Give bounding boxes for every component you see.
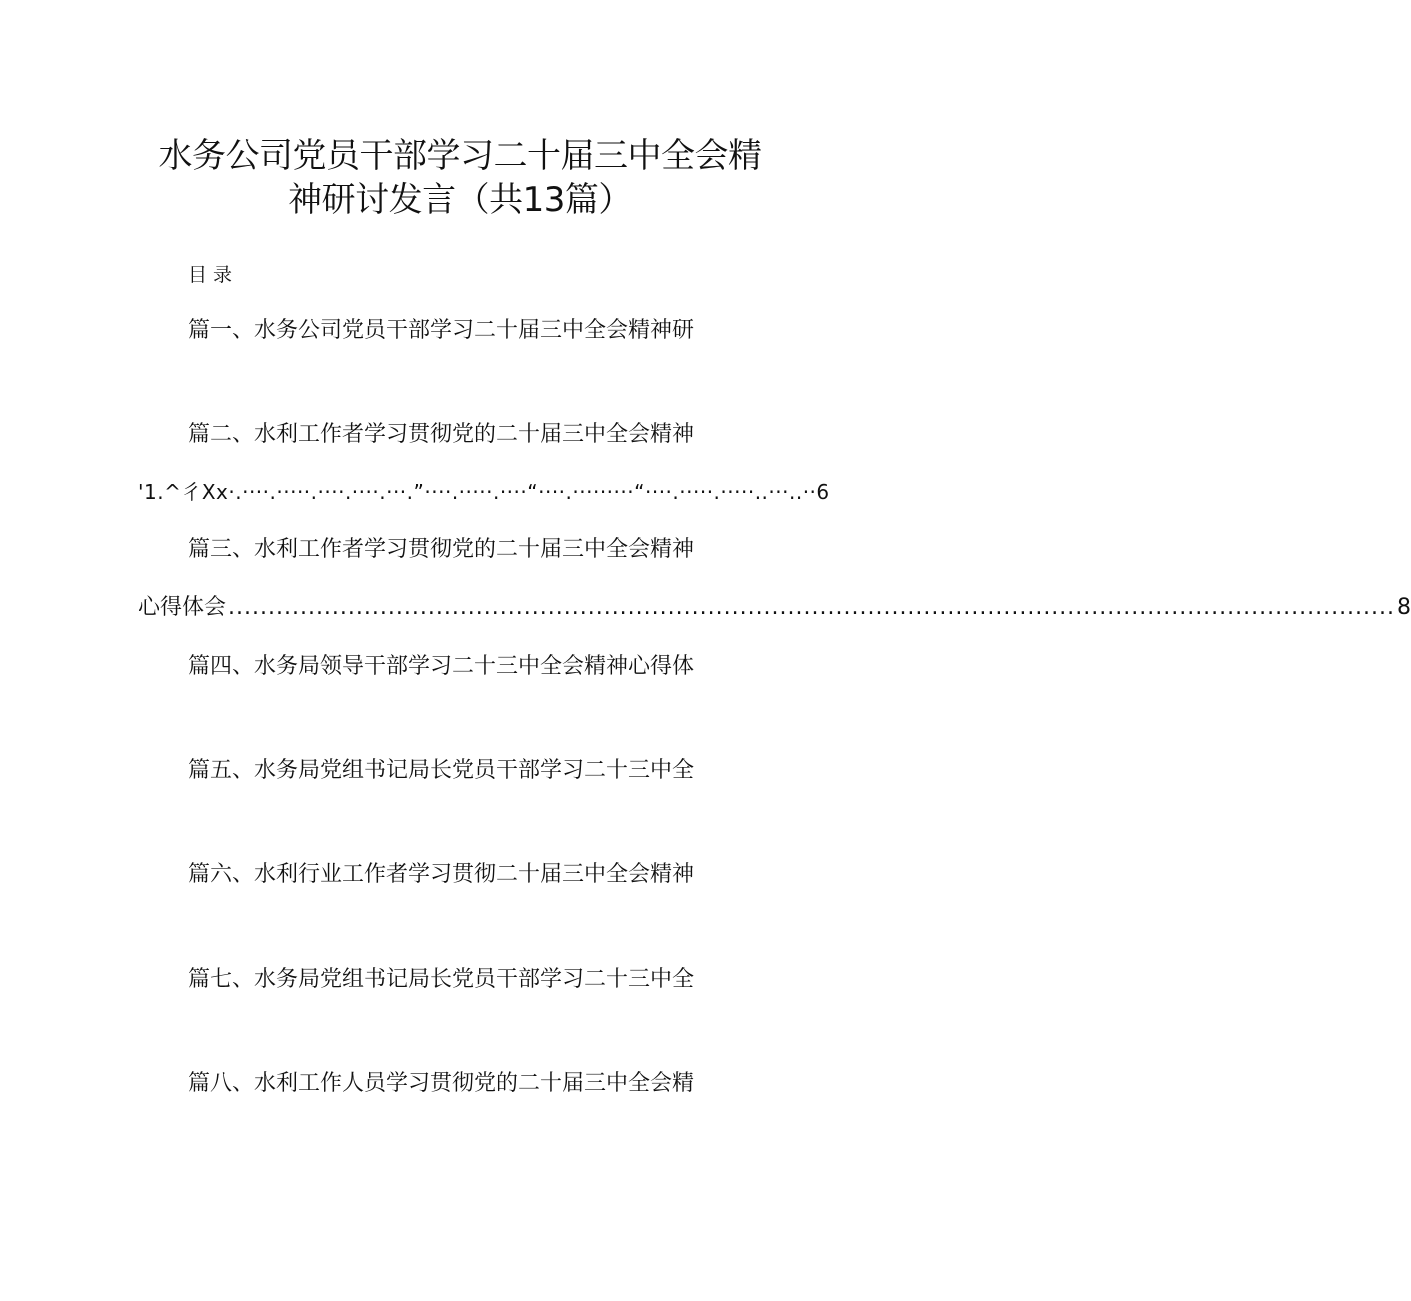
toc-entry-3-continuation-row[interactable]: [138, 593, 1411, 623]
document-title-line-1: 水务公司党员干部学习二十届三中全会精: [158, 136, 762, 176]
toc-leader-dots: ..................................................................................................................................................: [228, 595, 1396, 620]
toc-entry-1[interactable]: 篇一、水务公司党员干部学习二十届三中全会精神研: [188, 318, 695, 343]
toc-entry-6[interactable]: 篇六、水利行业工作者学习贯彻二十届三中全会精神: [188, 862, 695, 887]
toc-entry-5[interactable]: 篇五、水务局党组书记局长党员干部学习二十三中全: [188, 758, 695, 783]
toc-entry-3-page-number: 8: [1397, 595, 1411, 620]
toc-entry-2-garbled-leader: '1.^彳Xx·.····.·····.····.····.···.”····.·····.····“····.·········“····.·····.·····..···..··6: [138, 480, 830, 504]
toc-entry-2[interactable]: 篇二、水利工作者学习贯彻党的二十届三中全会精神: [188, 422, 695, 447]
toc-entry-3[interactable]: 篇三、水利工作者学习贯彻党的二十届三中全会精神: [188, 537, 695, 562]
toc-entry-3-continuation: 心得体会: [138, 595, 227, 620]
document-title-line-2: 神研讨发言（共13篇）: [288, 180, 632, 220]
toc-heading: 目录: [188, 264, 239, 286]
toc-entry-4[interactable]: 篇四、水务局领导干部学习二十三中全会精神心得体: [188, 654, 695, 679]
toc-entry-8[interactable]: 篇八、水利工作人员学习贯彻党的二十届三中全会精: [188, 1071, 695, 1096]
toc-entry-7[interactable]: 篇七、水务局党组书记局长党员干部学习二十三中全: [188, 967, 695, 992]
